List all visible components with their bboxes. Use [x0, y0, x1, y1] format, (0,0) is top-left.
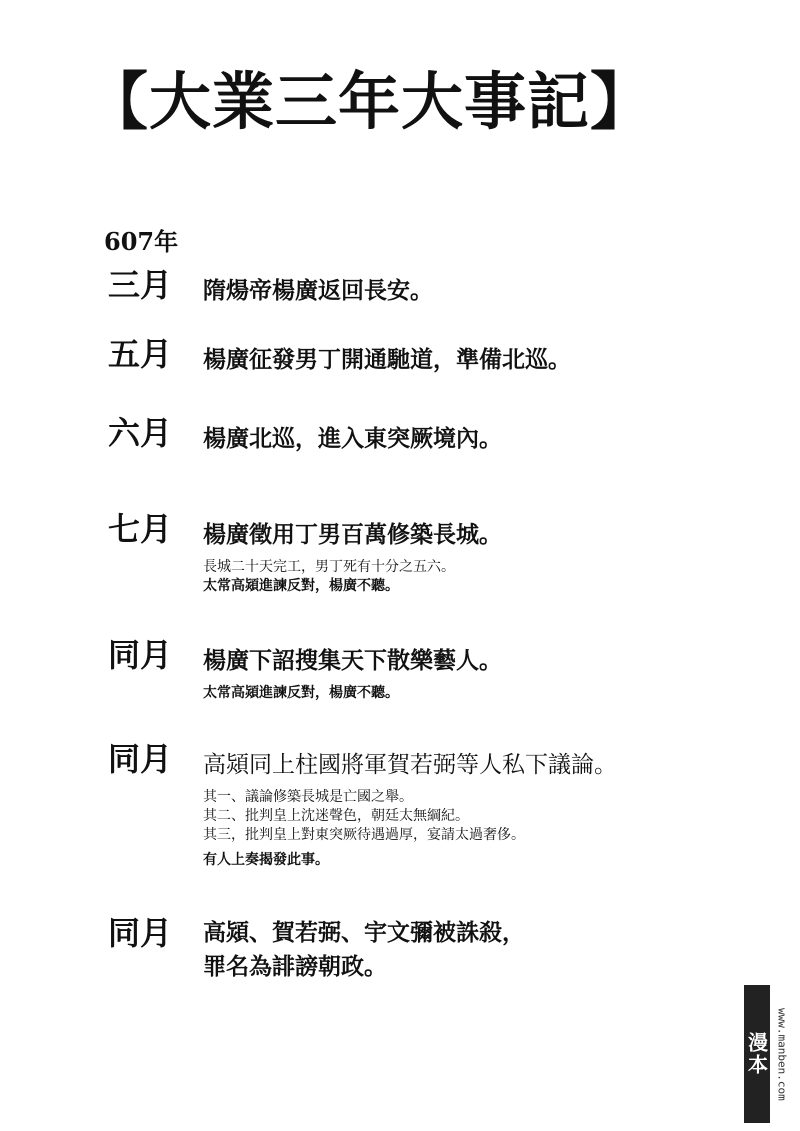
entry-headline: 楊廣下詔搜集天下散樂藝人。	[203, 648, 502, 674]
entry-note: 太常高熲進諫反對，楊廣不聽。	[203, 578, 399, 594]
entry-content	[203, 644, 763, 703]
page-title: 【大業三年大事記】	[86, 65, 654, 138]
entry-note: 其一、議論修築長城是亡國之舉。	[203, 789, 413, 805]
watermark	[742, 985, 794, 1123]
entry-note: 其二、批判皇上沈迷聲色，朝廷太無綱紀。	[203, 808, 469, 824]
entry-notes	[203, 558, 763, 596]
entry-headline-continued: 罪名為誹謗朝政。	[203, 954, 387, 980]
month-label: 六月	[108, 414, 173, 452]
month-label: 五月	[108, 335, 173, 373]
entry-note: 長城二十天完工，男丁死有十分之五六。	[203, 559, 455, 575]
entry-note: 其三，批判皇上對東突厥待遇過厚，宴請太過奢侈。	[203, 827, 525, 843]
entry-content	[203, 274, 763, 308]
month-label: 同月	[108, 636, 173, 674]
entry-headline: 隋煬帝楊廣返回長安。	[203, 278, 433, 304]
entry-note: 有人上奏揭發此事。	[203, 852, 329, 868]
entry-content	[203, 748, 763, 870]
entry-headline: 楊廣徵用丁男百萬修築長城。	[203, 522, 502, 548]
month-label: 七月	[108, 510, 173, 548]
entry-note: 太常高熲進諫反對，楊廣不聽。	[203, 685, 399, 701]
entry-content	[203, 518, 763, 596]
entry-headline: 高熲同上柱國將軍賀若弼等人私下議論。	[203, 752, 617, 778]
entry-content	[203, 422, 763, 456]
entry-headline: 楊廣北巡，進入東突厥境內。	[203, 426, 502, 452]
year-label: 607年	[104, 227, 179, 256]
entry-content	[203, 343, 763, 377]
entry-headline: 高熲、賀若弼、宇文彌被誅殺，	[203, 920, 525, 946]
entry-notes	[203, 684, 763, 703]
month-label: 同月	[108, 740, 173, 778]
entry-content	[203, 916, 763, 984]
watermark-logo: 漫本	[744, 985, 770, 1123]
month-label: 三月	[108, 266, 173, 304]
entry-headline: 楊廣征發男丁開通馳道，準備北巡。	[203, 347, 571, 373]
entry-notes	[203, 788, 763, 870]
month-label: 同月	[108, 914, 173, 952]
watermark-url: www.manben.com	[775, 1007, 789, 1101]
